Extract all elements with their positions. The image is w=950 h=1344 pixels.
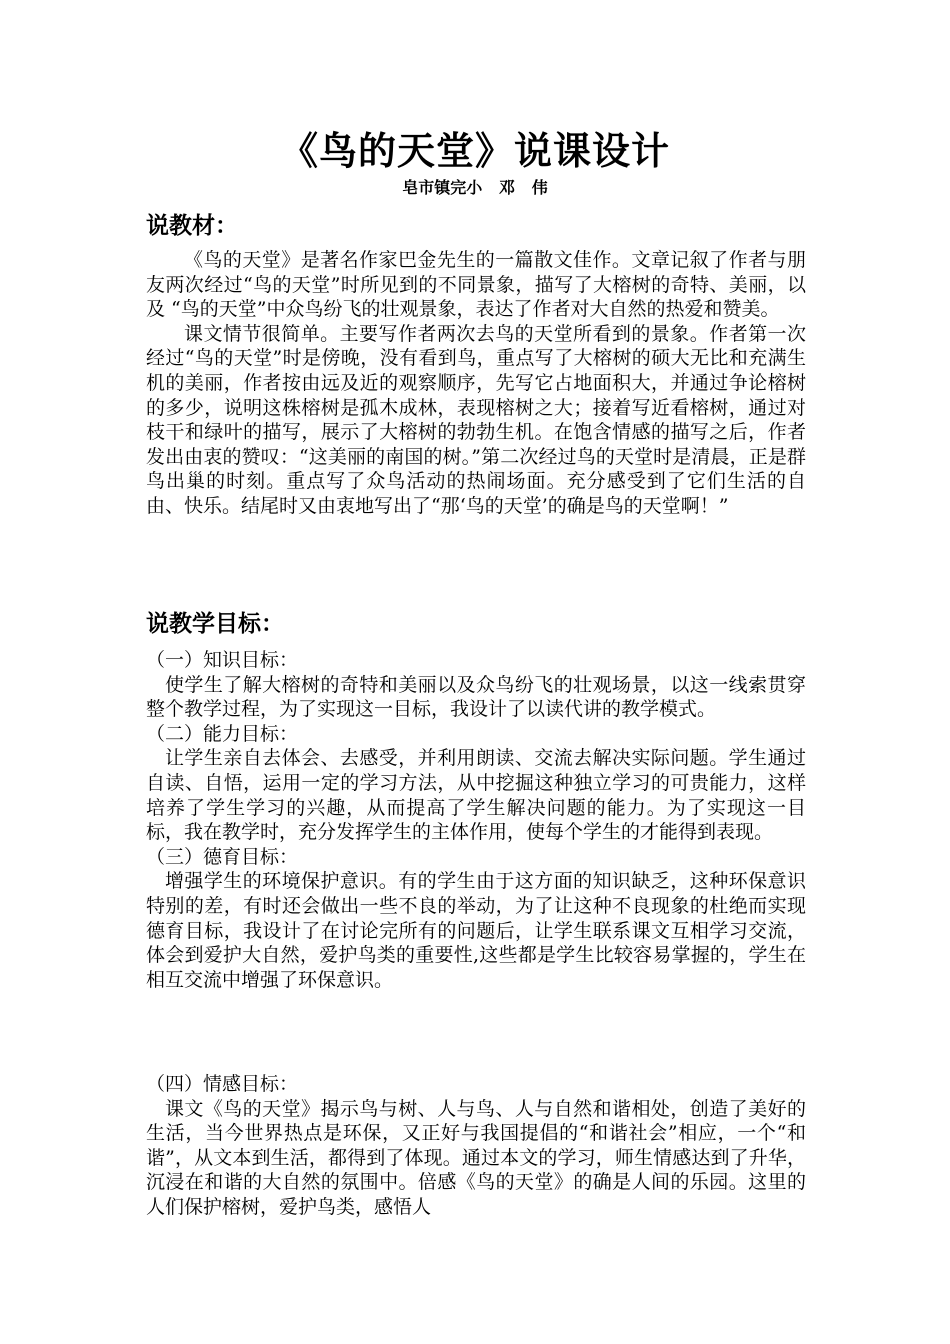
subheading-knowledge: （一）知识目标： <box>146 649 299 671</box>
paragraph: 增强学生的环境保护意识。有的学生由于这方面的知识缺乏，这种环保意识特别的差，有时还会做出一些不良的举动，为了让这种不良现象的杜绝而实现德育目标，我设计了在讨论完所有的问题后，让学生联系课文互相学习交流，体会到爱护大自然，爱护鸟类的重要性,这些都是学生比较容易掌握的，学生在相互交流中增强了环保意识。 <box>146 870 806 991</box>
subheading-emotion: （四）情感目标： <box>146 1073 299 1095</box>
goals-body-1 <box>146 648 806 992</box>
section-heading-materials: 说教材： <box>146 213 238 239</box>
document-title: 《鸟的天堂》说课设计 <box>279 129 670 173</box>
paragraph: 课文《鸟的天堂》揭示鸟与树、人与鸟、人与自然和谐相处，创造了美好的生活，当今世界热点是环保，又正好与我国提倡的“和谐社会”相应，一个“和谐”，从文本到生活，都得到了体现。通过本文的学习，师生情感达到了升华，沉浸在和谐的大自然的氛围中。倍感《鸟的天堂》的确是人间的乐园。这里的人们保护榕树，爱护鸟类，感悟人 <box>146 1097 806 1218</box>
paragraph: 《鸟的天堂》是著名作家巴金先生的一篇散文佳作。文章记叙了作者与朋友两次经过“鸟的天堂”时所见到的不同景象，描写了大榕树的奇特、美丽，以及 “鸟的天堂”中众鸟纷飞的壮观景象，表达了作者对大自然的热爱和赞美。 <box>146 249 806 321</box>
section-heading-goals: 说教学目标： <box>146 611 284 637</box>
materials-body <box>146 248 806 519</box>
paragraph: 让学生亲自去体会、去感受，并利用朗读、交流去解决实际问题。学生通过自读、自悟，运用一定的学习方法，从中挖掘这种独立学习的可贵能力，这样培养了学生学习的兴趣，从而提高了学生解决问题的能力。为了实现这一目标，我在教学时，充分发挥学生的主体作用，使每个学生的才能得到表现。 <box>146 747 806 844</box>
subheading-moral: （三）德育目标： <box>146 845 299 868</box>
author-line: 皂市镇完小 邓 伟 <box>402 178 548 197</box>
subheading-ability: （二）能力目标： <box>146 722 299 745</box>
paragraph: 使学生了解大榕树的奇特和美丽以及众鸟纷飞的壮观场景，以这一线索贯穿整个教学过程，为了实现这一目标，我设计了以读代讲的教学模式。 <box>146 673 806 721</box>
goals-body-2 <box>146 1072 806 1220</box>
paragraph: 课文情节很简单。主要写作者两次去鸟的天堂所看到的景象。作者第一次经过“鸟的天堂”时是傍晚，没有看到鸟，重点写了大榕树的硕大无比和充满生机的美丽，作者按由远及近的观察顺序，先写它占地面积大，并通过争论榕树 的多少，说明这株榕树是孤木成林，表现榕树之大；接着写近看榕树，通过对枝干和绿叶的描写，展示了大榕树的勃勃生机。在饱含情感的描写之后，作者发出由衷的赞叹：“这美丽的南国的树。”第二次经过鸟的天堂时是清晨，正是群鸟出巢的时刻。重点写了众鸟活动的热闹场面。充分感受到了它们生活的自由、快乐。结尾时又由衷地写出了“那‘鸟的天堂’的确是鸟的天堂啊！” <box>146 322 806 517</box>
